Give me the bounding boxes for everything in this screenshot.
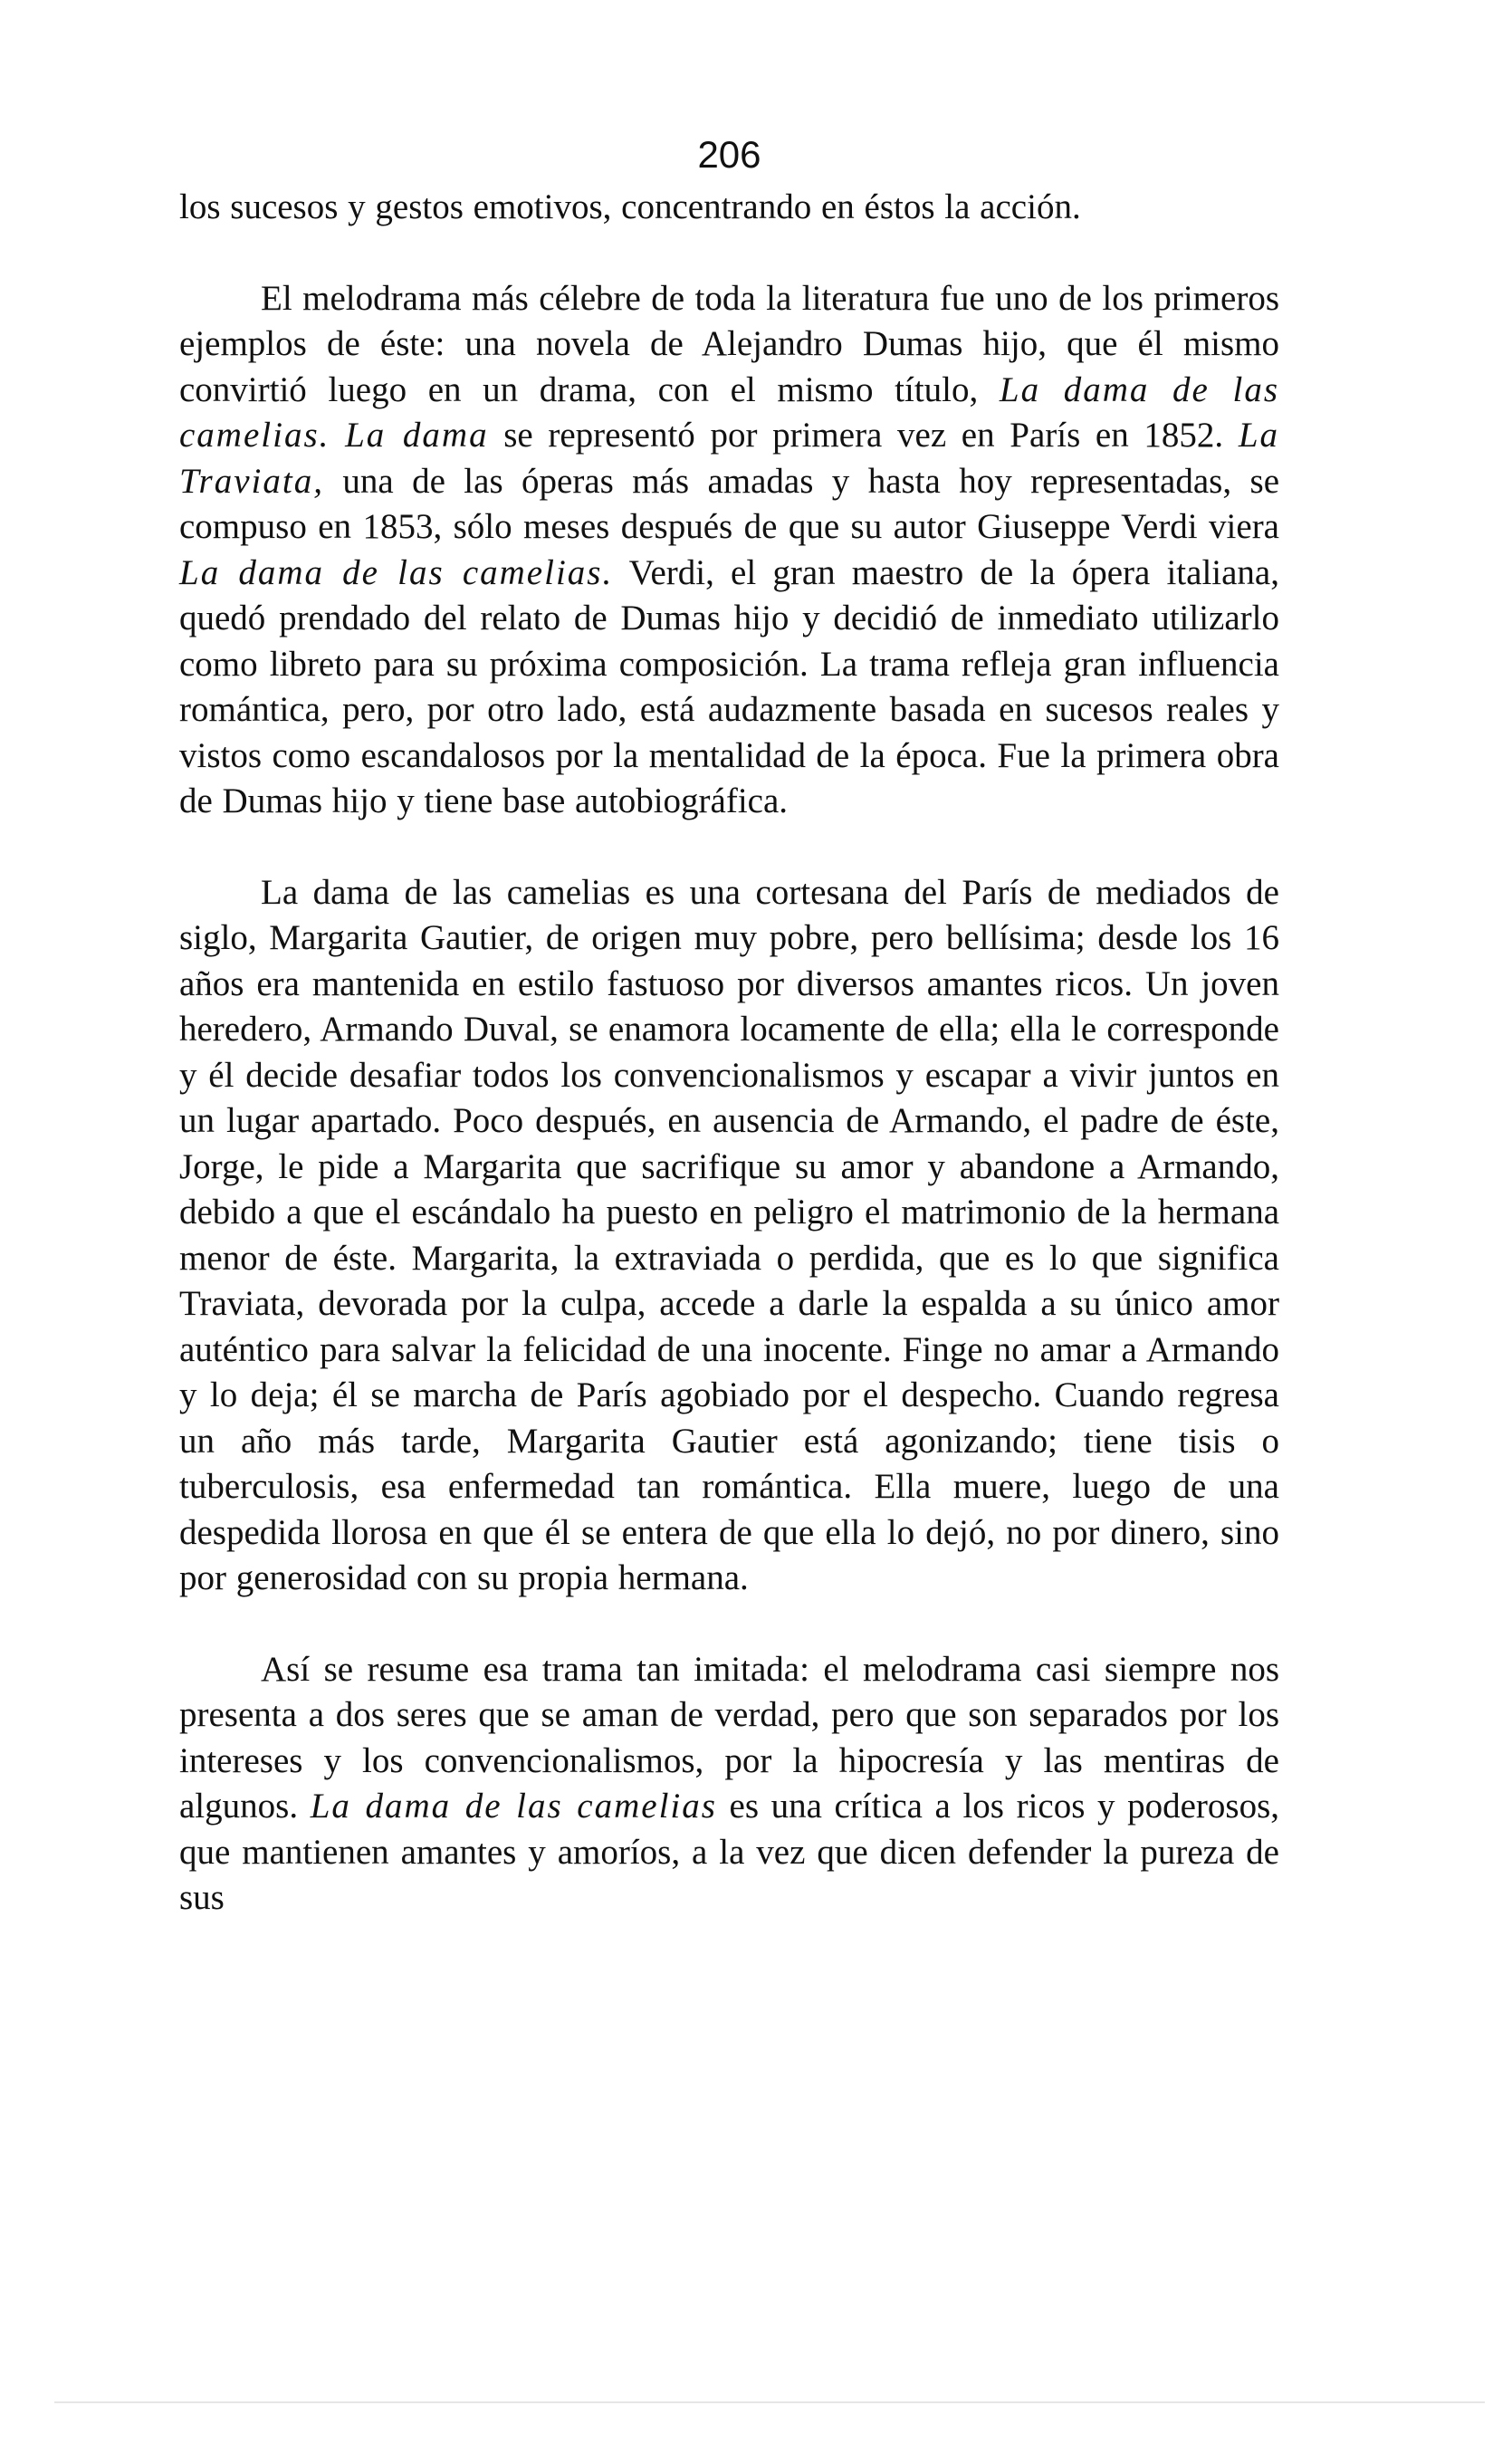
- book-page: [179, 133, 1280, 1922]
- scan-edge-line: [54, 2401, 1485, 2403]
- text-run: Verdi, el gran maestro de la ópera italiana, quedó prendado del relato de Dumas hijo y decidió de inmediato utilizarlo como libreto para su próxima composición. La trama refleja gran influencia romántica, pero, por otro lado, está audazmente basada en sucesos reales y vistos como escandalosos por la mentalidad de la época. Fue la primera obra de Dumas hijo y tiene base autobiográfica.: [179, 552, 1279, 820]
- italic-title: La dama de las camelias.: [179, 369, 1279, 455]
- text-run: es una crítica a los ricos y poderosos, que mantienen amantes y amoríos, a la vez que dicen defender la pureza de sus: [179, 1787, 1280, 1917]
- paragraph-plot-summary: La dama de las camelias es una cortesana del París de mediados de siglo, Margarita Gautier, de origen muy pobre, pero bellísima; desde los 16 años era mantenida en estilo fastuoso por diversos amantes ricos. Un joven heredero, Armando Duval, se enamora locamente de ella; ella le corresponde y él decide desafiar todos los convencionalismos y escapar a vivir juntos en un lugar apartado. Poco después, en ausencia de Armando, el padre de éste, Jorge, le pide a Margarita que sacrifique su amor y abandone a Armando, debido a que el escándalo ha puesto en peligro el matrimonio de la hermana menor de éste. Margarita, la extraviada o perdida, que es lo que significa Traviata, devorada por la culpa, accede a darle la espalda a su único amor auténtico para salvar la felicidad de una inocente. Finge no amar a Armando y lo deja; él se marcha de París agobiado por el despecho. Cuando regresa un año más tarde, Margarita Gautier está agonizando; tiene tisis o tuberculosis, esa enfermedad tan romántica. Ella muere, luego de una despedida llorosa en que él se entera de que ella lo dejó, no por dinero, sino por generosidad con su propia hermana.: [179, 872, 1279, 1597]
- paragraph-melodrama: [179, 276, 1279, 825]
- text-run: Así se resume esa trama tan imitada: el melodrama casi siempre nos presenta a dos seres que se aman de verdad, pero que son separados por los intereses y los convencionalismos, por la hipocresía y las mentiras de algunos.: [179, 1649, 1279, 1826]
- text-run: una de las óperas más amadas y hasta hoy representadas, se compuso en 1853, sólo meses después de que su autor Giuseppe Verdi viera: [179, 461, 1279, 546]
- page-number: 206: [697, 133, 761, 176]
- italic-title: La dama de las camelias: [310, 1787, 717, 1826]
- text-run: [330, 416, 345, 455]
- text-run: El melodrama más célebre de toda la literatura fue uno de los primeros ejemplos de éste: una novela de Alejandro Dumas hijo, que él mismo convirtió luego en un drama, con el mismo título,: [179, 278, 1279, 409]
- paragraph-gap: [179, 825, 1279, 870]
- text-run: se representó por primera vez en París en 1852.: [488, 416, 1239, 455]
- paragraph-conclusion: [179, 1647, 1279, 1922]
- paragraph-gap: [179, 1602, 1279, 1647]
- paragraph-continuation: los sucesos y gestos emotivos, concentrando en éstos la acción.: [179, 187, 1081, 226]
- italic-title: La dama: [345, 416, 489, 455]
- paragraph-gap: [179, 231, 1279, 276]
- italic-title: La dama de las camelias.: [179, 552, 614, 592]
- italic-title: La Traviata,: [179, 416, 1280, 501]
